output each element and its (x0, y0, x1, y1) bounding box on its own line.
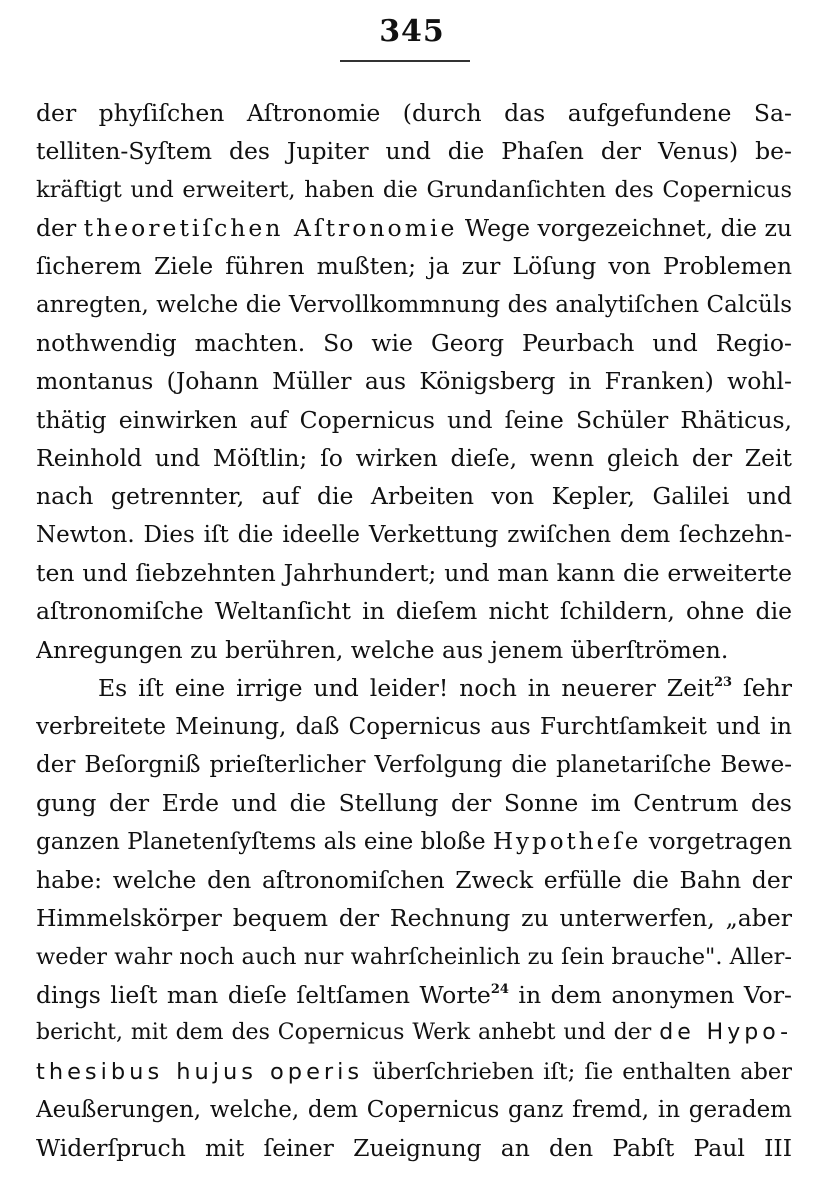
text-line: verbreitete Meinung, daß Copernicus aus Furchtſamkeit und in (36, 713, 792, 740)
text-segment: ganzen Planetenſyſtems als eine bloße (36, 828, 486, 855)
footnote-marker: 23 (713, 675, 733, 691)
text-segment: in dem anonymen Vor- (518, 980, 792, 1009)
text-segment: der (36, 214, 77, 243)
text-line: telliten-Syſtem des Jupiter und die Phaſen der Venus) be- (36, 137, 792, 166)
text-line: aſtronomiſche Weltanſicht in dieſem nicht ſchildern, ohne die (36, 597, 792, 626)
text-segment: bericht, mit dem des Copernicus Werk anhebt und der (36, 1020, 652, 1046)
text-line: nothwendig machten. So wie Georg Peurbach und Regio- (36, 329, 792, 358)
text-line: thätig einwirken auf Copernicus und ſeine Schüler Rhäticus, (36, 405, 792, 434)
footnote-marker: 24 (490, 981, 509, 997)
text-line (36, 669, 792, 707)
header-rule (340, 60, 470, 62)
text-line: montanus (Johann Müller aus Königsberg in Franken) wohl- (36, 367, 792, 396)
text-segment: Wege vorgezeichnet, die zu (464, 214, 792, 243)
latin-title-text: de Hypo- (659, 1020, 792, 1046)
text-line: der Beſorgniß prieſterlicher Verfolgung die planetariſche Bewe- (36, 751, 792, 778)
text-line: Widerſpruch mit ſeiner Zueignung an den Pabſt Paul III (36, 1134, 792, 1163)
text-line: gung der Erde und die Stellung der Sonne im Centrum des (36, 789, 792, 818)
text-line: Himmelskörper bequem der Rechnung zu unterwerfen, „aber (36, 904, 792, 933)
text-line: weder wahr noch auch nur wahrſcheinlich zu ſein brauche". Aller- (36, 943, 792, 970)
text-line (36, 1053, 792, 1091)
page-number: 345 (379, 14, 445, 49)
text-line: kräftigt und erweitert, haben die Grundanſichten des Copernicus (36, 176, 792, 203)
text-line: Reinhold und Möſtlin; ſo wirken dieſe, wenn gleich der Zeit (36, 444, 792, 473)
text-line (36, 1014, 792, 1052)
text-line: Aeußerungen, welche, dem Copernicus ganz fremd, in geradem (36, 1096, 792, 1123)
latin-title-text: thesibus hujus operis (36, 1058, 364, 1085)
text-line: Newton. Dies iſt die ideelle Verkettung zwiſchen dem ſechzehn- (36, 521, 792, 548)
text-segment: überſchrieben iſt; ſie enthalten aber (372, 1058, 792, 1085)
text-segment: vorgetragen (648, 828, 792, 855)
text-segment: dings lieſt man dieſe ſeltſamen Worte (36, 980, 491, 1009)
paragraph-2 (36, 669, 792, 1167)
text-line (36, 976, 792, 1014)
paragraph-1 (36, 94, 792, 669)
emphasized-text: theoretiſchen Aſtronomie (83, 214, 458, 243)
text-line (36, 823, 792, 861)
text-line: nach getrennter, auf die Arbeiten von Kepler, Galilei und (36, 482, 792, 511)
text-line: der phyſiſchen Aſtronomie (durch das aufgefundene Sa- (36, 99, 792, 127)
text-segment: ſehr (743, 674, 792, 703)
text-line (36, 209, 792, 247)
text-line: anregten, welche die Vervollkommnung des analytiſchen Calcüls (36, 291, 792, 318)
text-line: ten und ſiebzehnten Jahrhundert; und man kann die erweiterte (36, 559, 792, 588)
text-line: Anregungen zu berühren, welche aus jenem überſtrömen. (36, 635, 729, 664)
body-text (36, 94, 792, 1168)
emphasized-text: Hypotheſe (492, 828, 642, 855)
text-line: habe: welche den aſtronomiſchen Zweck erfülle die Bahn der (36, 865, 792, 894)
text-line: ſicherem Ziele führen mußten; ja zur Löſung von Problemen (36, 252, 792, 281)
text-segment: Es iſt eine irrige und leider! noch in neuerer Zeit (98, 674, 714, 703)
